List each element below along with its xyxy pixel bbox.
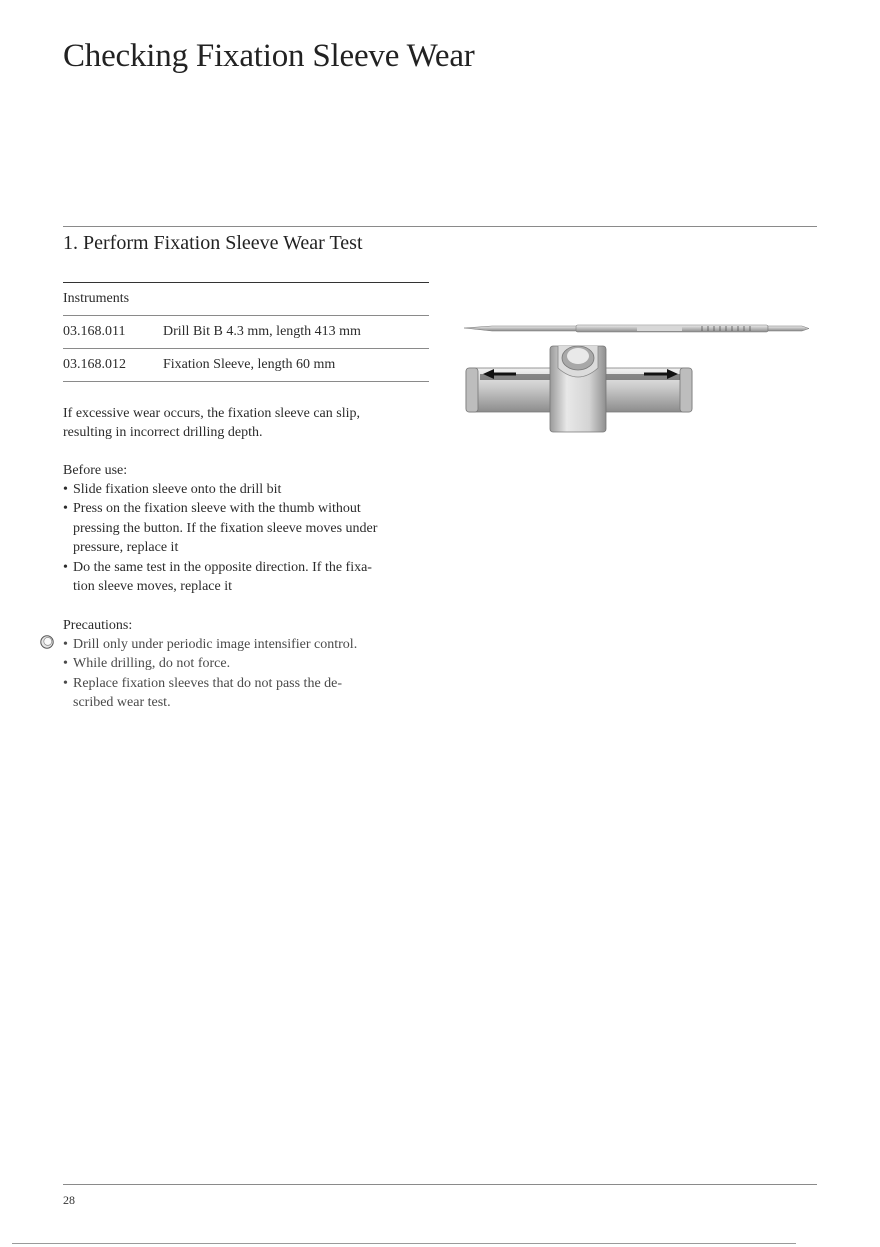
list-item	[63, 499, 443, 557]
instrument-description: Fixation Sleeve, length 60 mm	[163, 357, 336, 372]
bullet-glyph: •	[63, 501, 68, 517]
bullet-glyph: •	[63, 675, 68, 691]
before-use-list	[63, 480, 443, 596]
bullet-glyph: •	[63, 482, 68, 497]
bullet-glyph: •	[63, 559, 68, 575]
precautions-label: Precautions:	[63, 618, 133, 633]
list-item-text: While drilling, do not force.	[73, 656, 231, 672]
list-item-text: Replace fixation sleeves that do not pass the de-	[73, 675, 343, 691]
page-edge-line	[12, 1243, 796, 1244]
page-number: 28	[63, 1193, 75, 1207]
list-item	[63, 480, 443, 499]
instrument-code: 03.168.012	[63, 357, 126, 372]
intro-line: resulting in incorrect drilling depth.	[63, 425, 263, 441]
bullet-glyph: •	[63, 637, 68, 652]
drill-bit-image	[464, 325, 809, 332]
list-item-text: pressure, replace it	[73, 540, 179, 556]
intro-line: If excessive wear occurs, the fixation sleeve can slip,	[63, 406, 360, 421]
list-item	[63, 635, 443, 654]
list-item	[63, 558, 443, 597]
list-item-text: scribed wear test.	[73, 695, 171, 711]
list-item-text: Drill only under periodic image intensifier control.	[73, 637, 358, 652]
list-item	[63, 654, 443, 673]
list-item	[63, 674, 443, 713]
list-item-text: tion sleeve moves, replace it	[73, 579, 232, 595]
instruments-header: Instruments	[63, 291, 130, 306]
instruments-table	[63, 282, 429, 382]
page-title: Checking Fixation Sleeve Wear	[63, 38, 475, 74]
section-divider	[63, 226, 817, 227]
before-use-label: Before use:	[63, 463, 128, 478]
intro-paragraph	[63, 404, 433, 443]
instrument-description: Drill Bit B 4.3 mm, length 413 mm	[163, 324, 361, 339]
bullet-glyph: •	[63, 656, 68, 672]
fixation-sleeve-illustration	[462, 316, 812, 436]
list-item-text: Press on the fixation sleeve with the thumb without	[73, 501, 361, 517]
list-item-text: pressing the button. If the fixation sleeve moves under	[73, 520, 378, 536]
section-title: 1. Perform Fixation Sleeve Wear Test	[63, 232, 363, 254]
instruments-header-row	[63, 283, 429, 316]
list-item-text: Do the same test in the opposite direction. If the fixa-	[73, 559, 372, 575]
precautions-list	[63, 635, 443, 713]
fixation-sleeve-image	[466, 346, 692, 432]
list-item-text: Slide fixation sleeve onto the drill bit	[73, 482, 282, 497]
instrument-code: 03.168.011	[63, 324, 126, 339]
table-row	[63, 316, 429, 349]
footer-divider	[63, 1184, 817, 1185]
caution-icon	[40, 635, 54, 649]
table-row	[63, 349, 429, 382]
